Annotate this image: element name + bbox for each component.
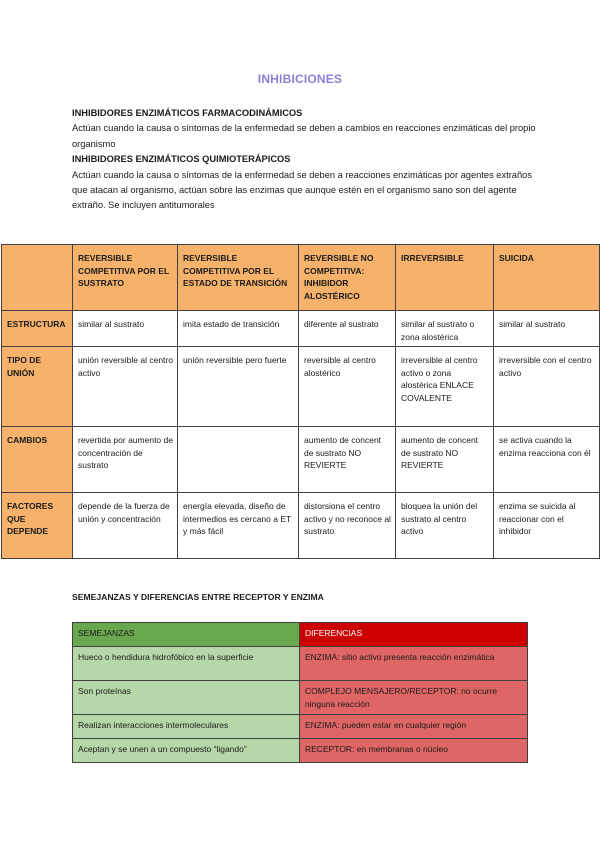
- table-row: [2, 347, 600, 427]
- table-cell: unión reversible al centro activo: [73, 347, 178, 427]
- header-cell: SUICIDA: [494, 245, 600, 311]
- table-cell: se activa cuando la enzima reacciona con él: [494, 427, 600, 493]
- row-header: CAMBIOS: [2, 427, 73, 493]
- header-cell: IRREVERSIBLE: [396, 245, 494, 311]
- table-cell: diferente al sustrato: [299, 311, 396, 347]
- diferencia-cell: COMPLEJO MENSAJERO/RECEPTOR: no ocurre ninguna reacción: [300, 681, 528, 715]
- table-row: [73, 715, 528, 739]
- semejanza-cell: Hueco o hendidura hidrofóbico en la superficie: [73, 647, 300, 681]
- table-cell: reversible al centro alostérico: [299, 347, 396, 427]
- diferencias-header: DIFERENCIAS: [300, 623, 528, 647]
- diferencia-cell: ENZIMA: sitio activo presenta reacción enzimática: [300, 647, 528, 681]
- table-cell: depende de la fuerza de unión y concentración: [73, 493, 178, 559]
- quimio-heading: INHIBIDORES ENZIMÁTICOS QUIMIOTERÁPICOS: [72, 154, 291, 165]
- header-cell: REVERSIBLE NO COMPETITIVA: INHIBIDOR ALOSTÉRICO: [299, 245, 396, 311]
- farmaco-text: Actúan cuando la causa o síntomas de la enfermedad se deben a cambios en reacciones enzimáticas del propio organismo: [72, 123, 536, 149]
- comparison-title: SEMEJANZAS Y DIFERENCIAS ENTRE RECEPTOR Y ENZIMA: [72, 592, 324, 602]
- semejanzas-header: SEMEJANZAS: [73, 623, 300, 647]
- inhibition-header-row: [2, 245, 600, 311]
- table-row: [73, 681, 528, 715]
- header-cell: [2, 245, 73, 311]
- intro-section: [72, 106, 542, 214]
- table-cell: energía elevada, diseño de intermedios es cercano a ET y más fácil: [178, 493, 299, 559]
- diferencia-cell: RECEPTOR: en membranas o núcleo: [300, 739, 528, 763]
- table-cell: unión reversible pero fuerte: [178, 347, 299, 427]
- comparison-header-row: [73, 623, 528, 647]
- table-cell: imita estado de transición: [178, 311, 299, 347]
- table-row: [2, 427, 600, 493]
- table-cell: distorsiona el centro activo y no reconoce al sustrato: [299, 493, 396, 559]
- table-row: [2, 311, 600, 347]
- table-cell: enzima se suicida al reaccionar con el inhibidor: [494, 493, 600, 559]
- table-row: [2, 493, 600, 559]
- comparison-table: [72, 622, 528, 763]
- row-header: ESTRUCTURA: [2, 311, 73, 347]
- table-cell: [178, 427, 299, 493]
- table-cell: similar al sustrato: [73, 311, 178, 347]
- farmaco-heading: INHIBIDORES ENZIMÁTICOS FARMACODINÁMICOS: [72, 108, 303, 118]
- row-header: TIPO DE UNIÓN: [2, 347, 73, 427]
- table-cell: bloquea la unión del sustrato al centro activo: [396, 493, 494, 559]
- row-header: FACTORES QUE DEPENDE: [2, 493, 73, 559]
- header-cell: REVERSIBLE COMPETITIVA POR EL SUSTRATO: [73, 245, 178, 311]
- table-row: [73, 647, 528, 681]
- quimio-text: Actúan cuando la causa o síntomas de la enfermedad se deben a reacciones enzimáticas por agentes extraños que atacan al organismo, actúan sobre las enzimas que aunque estén en el organismo sano son del agente extraño. Se incluyen antitumorales: [72, 169, 532, 211]
- table-cell: aumento de concent de sustrato NO REVIERTE: [299, 427, 396, 493]
- table-cell: similar al sustrato: [494, 311, 600, 347]
- table-cell: revertida por aumento de concentración de sustrato: [73, 427, 178, 493]
- semejanza-cell: Realizan interacciones intermoleculares: [73, 715, 300, 739]
- table-row: [73, 739, 528, 763]
- table-cell: irreversible con el centro activo: [494, 347, 600, 427]
- diferencia-cell: ENZIMA: pueden estar en cualquier región: [300, 715, 528, 739]
- table-cell: aumento de concent de sustrato NO REVIERTE: [396, 427, 494, 493]
- page-title: INHIBICIONES: [257, 72, 343, 86]
- header-cell: REVERSIBLE COMPETITIVA POR EL ESTADO DE TRANSICIÓN: [178, 245, 299, 311]
- semejanza-cell: Son proteínas: [73, 681, 300, 715]
- semejanza-cell: Aceptan y se unen a un compuesto “ligando”: [73, 739, 300, 763]
- inhibition-table: [1, 244, 600, 559]
- table-cell: irreversible al centro activo o zona alostérica ENLACE COVALENTE: [396, 347, 494, 427]
- table-cell: similar al sustrato o zona alostérica: [396, 311, 494, 347]
